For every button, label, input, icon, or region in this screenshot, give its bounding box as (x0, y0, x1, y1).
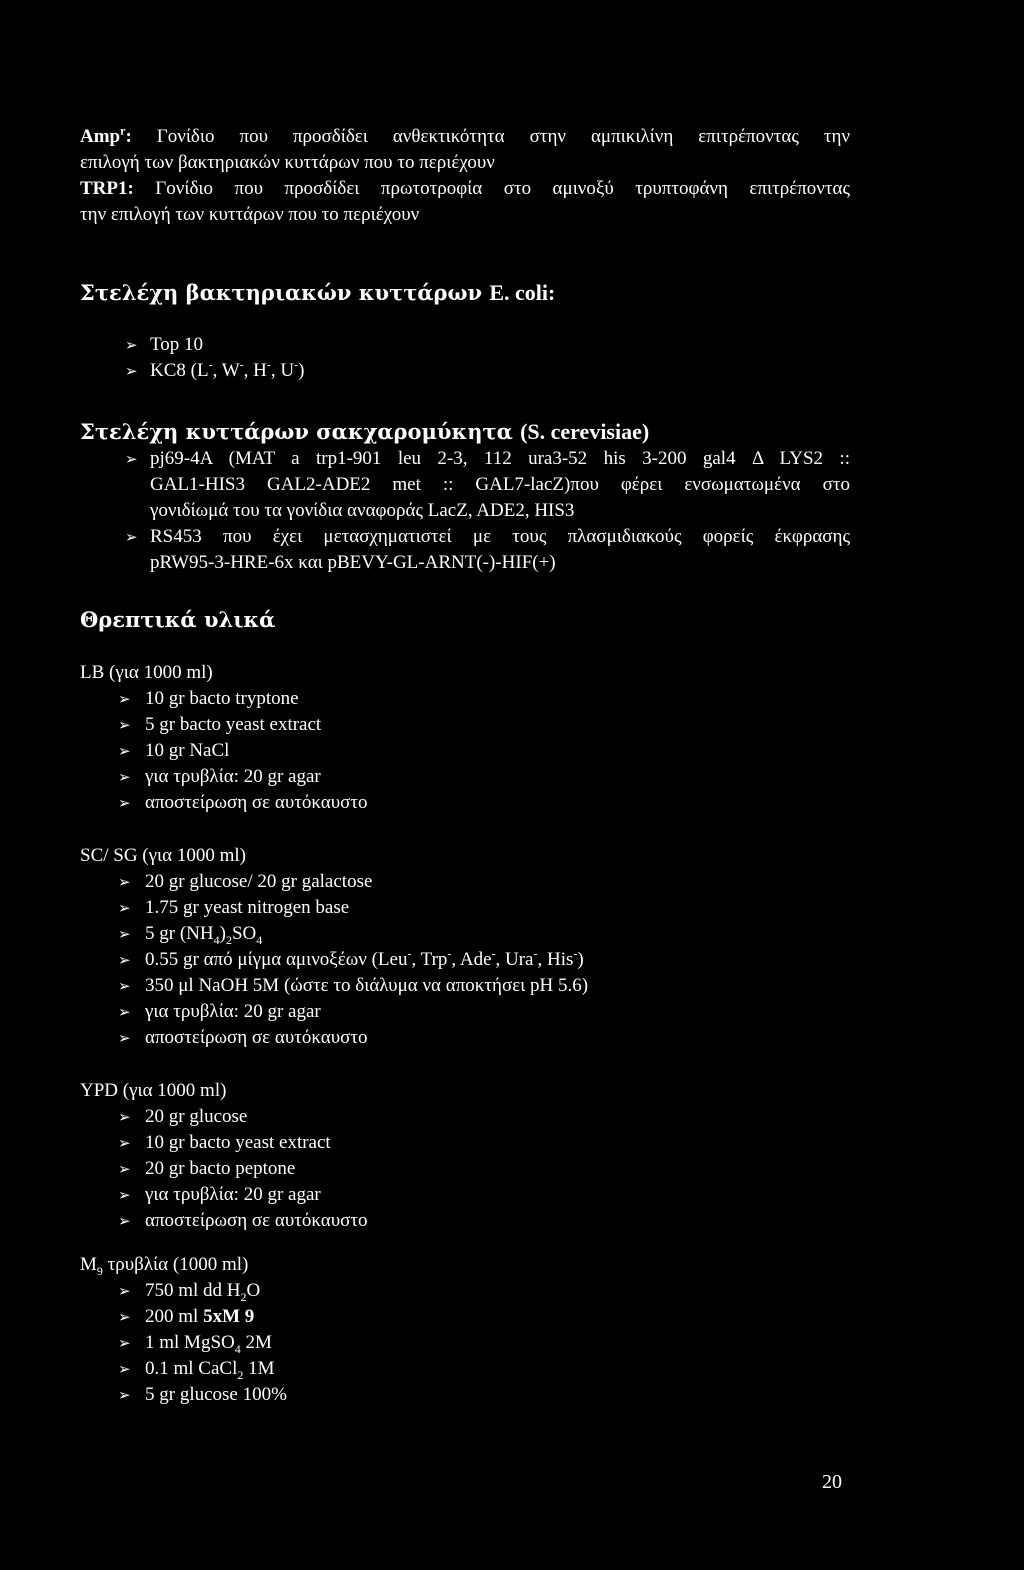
ecoli-item-top10: Top 10 (150, 334, 204, 355)
arrowhead-bullet-icon: ➢ (125, 450, 138, 468)
lb-item: 5 gr bacto yeast extract (145, 714, 322, 735)
arrowhead-bullet-icon: ➢ (118, 1003, 131, 1021)
sc-item: αποστείρωση σε αυτόκαυστο (145, 1027, 368, 1048)
trp-line-2: την επιλογή των κυττάρων που το περιέχουν (80, 204, 420, 225)
ecoli-heading (80, 280, 555, 306)
trp-line-1 (80, 176, 850, 202)
yeast-item-pj69-line-2: GAL1-HIS3 GAL2-ADE2 met :: GAL7-lacZ)που φέρει ενσωματωμένα στο (150, 474, 850, 495)
arrowhead-bullet-icon: ➢ (125, 528, 138, 546)
amp-label: Amp (80, 126, 121, 147)
amp-description: Γονίδιο που προσδίδει ανθεκτικότητα στην αμπικιλίνη επιτρέποντας την (156, 126, 850, 147)
arrowhead-bullet-icon: ➢ (118, 1334, 131, 1352)
m9-item: 1 ml MgSO$_4$ 2M (145, 1332, 272, 1356)
amp-superscript: r (120, 123, 126, 138)
sc-title: SC/ SG (για 1000 ml) (80, 845, 246, 866)
m9-item: 5 gr glucose 100% (145, 1384, 287, 1405)
yeast-item-pj69-line-3: γονιδίωμά του τα γονίδια αναφοράς LacZ, ADE2, HIS3 (150, 500, 575, 521)
ecoli-item-kc8: KC8 (L-, W-, H-, U-) (150, 357, 305, 381)
arrowhead-bullet-icon: ➢ (118, 899, 131, 917)
yeast-item-pj69-line-1: pj69-4A (MAT a trp1-901 leu 2-3, 112 ura3-52 his 3-200 gal4 Δ LYS2 :: (150, 448, 850, 469)
m9-item: 200 ml 5xM 9 (145, 1306, 255, 1327)
sc-item: 1.75 gr yeast nitrogen base (145, 897, 350, 918)
ecoli-heading-species: E. coli: (489, 280, 556, 305)
sc-item: 350 μl NaOH 5M (ώστε το διάλυμα να αποκτήσει pH 5.6) (145, 975, 589, 996)
lb-item: 10 gr NaCl (145, 740, 230, 761)
yeast-item-rs453-line-2: pRW95-3-HRE-6x και pBEVY-GL-ARNT(-)-HIF(+) (150, 552, 556, 573)
arrowhead-bullet-icon: ➢ (125, 336, 138, 354)
yeast-heading (80, 419, 649, 445)
arrowhead-bullet-icon: ➢ (118, 690, 131, 708)
yeast-item-rs453-line-1: RS453 που έχει μετασχηματιστεί με τους πλασμιδιακούς φορείς έκφρασης (150, 526, 850, 547)
sc-item: για τρυβλία: 20 gr agar (145, 1001, 321, 1022)
arrowhead-bullet-icon: ➢ (118, 1160, 131, 1178)
ypd-item: για τρυβλία: 20 gr agar (145, 1184, 321, 1205)
trp-label: TRP1: (80, 178, 134, 199)
arrowhead-bullet-icon: ➢ (118, 742, 131, 760)
m9-title: $M_9$ τρυβλία (1000 ml) (80, 1254, 249, 1278)
sc-item: 20 gr glucose/ 20 gr galactose (145, 871, 373, 892)
yeast-heading-species: (S. cerevisiae) (520, 419, 650, 444)
arrowhead-bullet-icon: ➢ (118, 1029, 131, 1047)
amp-colon: : (125, 126, 132, 147)
ypd-title: YPD (για 1000 ml) (80, 1080, 227, 1101)
arrowhead-bullet-icon: ➢ (118, 1282, 131, 1300)
arrowhead-bullet-icon: ➢ (118, 1212, 131, 1230)
arrowhead-bullet-icon: ➢ (118, 951, 131, 969)
lb-item: 10 gr bacto tryptone (145, 688, 299, 709)
lb-item: για τρυβλία: 20 gr agar (145, 766, 321, 787)
arrowhead-bullet-icon: ➢ (118, 925, 131, 943)
arrowhead-bullet-icon: ➢ (125, 362, 138, 380)
sc-item: 0.55 gr από μίγμα αμινοξέων (Leu-, Trp-, Ade-, Ura-, His-) (145, 946, 584, 970)
page-number: 20 (822, 1471, 842, 1493)
arrowhead-bullet-icon: ➢ (118, 1186, 131, 1204)
lb-title: LB (για 1000 ml) (80, 662, 213, 683)
ypd-item: 20 gr glucose (145, 1106, 248, 1127)
m9-item: 0.1 ml CaCl$_2$ 1M (145, 1358, 275, 1382)
m9-item: 750 ml dd $H_2O$ (145, 1280, 261, 1304)
arrowhead-bullet-icon: ➢ (118, 794, 131, 812)
arrowhead-bullet-icon: ➢ (118, 1108, 131, 1126)
amp-line-1 (80, 124, 850, 150)
ypd-item: 10 gr bacto yeast extract (145, 1132, 331, 1153)
ecoli-heading-greek: Στελέχη βακτηριακών κυττάρων (80, 280, 483, 305)
arrowhead-bullet-icon: ➢ (118, 768, 131, 786)
arrowhead-bullet-icon: ➢ (118, 1134, 131, 1152)
ypd-item: αποστείρωση σε αυτόκαυστο (145, 1210, 368, 1231)
ypd-item: 20 gr bacto peptone (145, 1158, 296, 1179)
arrowhead-bullet-icon: ➢ (118, 1360, 131, 1378)
arrowhead-bullet-icon: ➢ (118, 716, 131, 734)
amp-line-2: επιλογή των βακτηριακών κυττάρων που το περιέχουν (80, 152, 495, 173)
media-heading: Θρεπτικά υλικά (80, 607, 276, 632)
arrowhead-bullet-icon: ➢ (118, 1308, 131, 1326)
lb-item: αποστείρωση σε αυτόκαυστο (145, 792, 368, 813)
yeast-heading-greek: Στελέχη κυττάρων σακχαρομύκητα (80, 419, 513, 444)
sc-item: 5 gr $(NH_4)_2SO_4$ (145, 923, 263, 947)
arrowhead-bullet-icon: ➢ (118, 873, 131, 891)
arrowhead-bullet-icon: ➢ (118, 977, 131, 995)
arrowhead-bullet-icon: ➢ (118, 1386, 131, 1404)
trp-description: Γονίδιο που προσδίδει πρωτοτροφία στο αμινοξύ τρυπτοφάνη επιτρέποντας (155, 178, 850, 199)
